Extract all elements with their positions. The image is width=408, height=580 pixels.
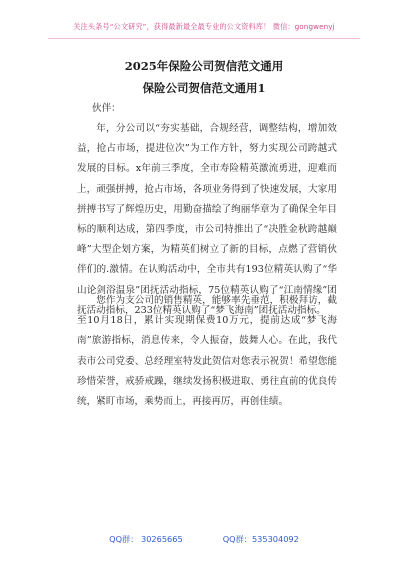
document-title: 2025年保险公司贺信范文通用 bbox=[124, 59, 284, 73]
footer-contact bbox=[0, 534, 408, 545]
paragraph-text: 您作为支公司的销售精英，能够率先垂范，积极拜访，截至10月18日，累计实现期保费10万元，提前达成“梦飞海南”旅游指标，消息传来，令人振奋，鼓舞人心。在此，我代表市公司党委、总经理室特发此贺信对您表示祝贺！希望您能珍惜荣誉，戒骄戒躁，继续发扬积极进取、勇往直前的优良传统，紧盯市场，乘势而上，再接再厉，再创佳绩。 bbox=[77, 295, 337, 408]
paragraph-text: 年，分公司以“夯实基础，合规经营，调整结构，增加效益，抢占市场，提进位次”为工作方针，努力实现公司跨越式发展的目标。x年前三季度，全市寿险精英激流勇进，迎难而上，顽强拼搏，抢占市场，各项业务得到了快速发展，大家用拼搏书写了辉煌历史，用勤奋描绘了绚丽华章为了确保全年目标的顺利达成，第四季度，市公司特推出了“决胜金秋跨越巅峰”大型企划方案，为精英们树立了新的目标，点燃了营销伙伴们的.激情。在认购活动中，全市共有193位精英认购了“华山论剑浴温泉”团抚活动指标，75位精英认购了“江南情缘”团抚活动指标，233位精英认购了“梦飞海南”团抚活动指标。 bbox=[77, 123, 337, 316]
header-divider bbox=[48, 38, 360, 39]
letter-greeting: 伙伴： bbox=[92, 103, 121, 114]
footer-qq-group-1[interactable]: QQ群： 30265665 bbox=[109, 534, 183, 544]
document-subtitle: 保险公司贺信范文通用1 bbox=[142, 81, 266, 95]
body-paragraph-2 bbox=[77, 291, 337, 412]
header-promo-note: 关注头条号“公文研究”，获得最新最全最专业的公文资料库！ 微信：gongwenyj bbox=[73, 22, 335, 31]
footer-qq-group-2[interactable]: QQ群：535304092 bbox=[222, 534, 299, 544]
